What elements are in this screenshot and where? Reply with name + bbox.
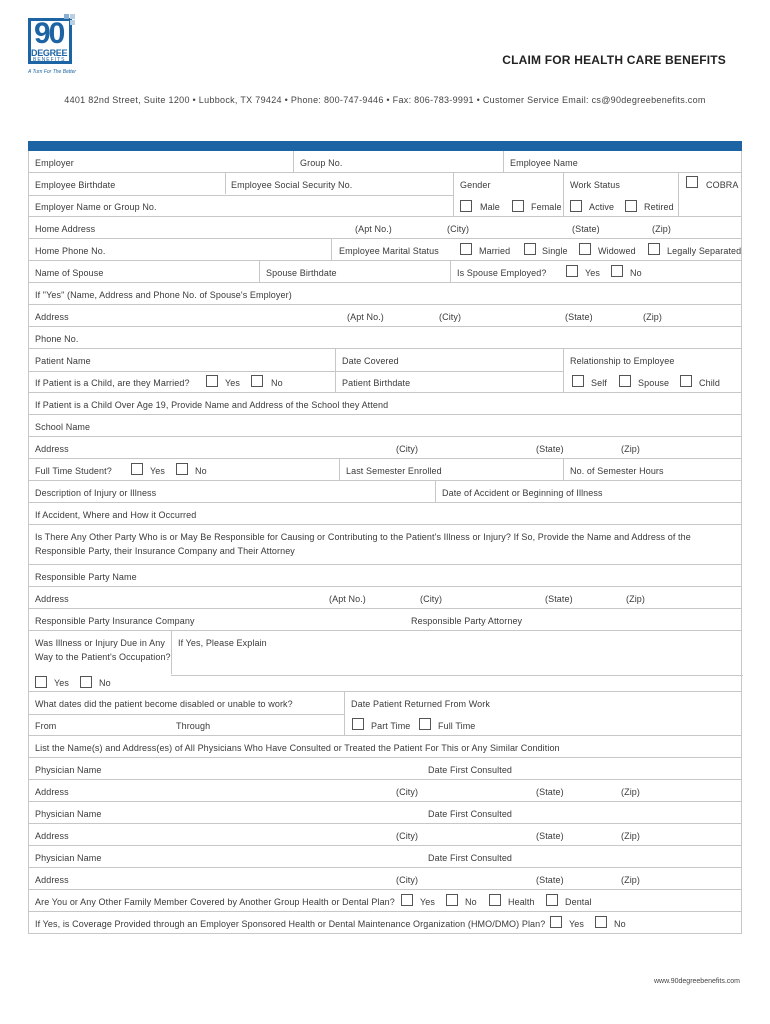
spouse-state-label: (State) [565, 312, 593, 322]
occupation-no-checkbox[interactable] [80, 676, 92, 688]
form-row-responsible-insurance [29, 609, 741, 631]
spouse-employed-yes-checkbox[interactable] [566, 265, 578, 277]
employer-label: Employer [35, 158, 74, 168]
form-row-physician-2-name [29, 802, 741, 824]
spouse-address-label: Address [35, 312, 69, 322]
legally-separated-checkbox[interactable] [648, 243, 660, 255]
work-status-label: Work Status [570, 180, 620, 190]
logo-tagline: A Turn For The Better [28, 69, 77, 75]
student-no-label: No [195, 466, 207, 476]
patient-name-label: Patient Name [35, 356, 91, 366]
physician-3-date-label: Date First Consulted [428, 853, 513, 863]
occupation-yes-label: Yes [54, 678, 69, 688]
full-time-checkbox[interactable] [419, 718, 431, 730]
physician-1-date-label: Date First Consulted [428, 765, 513, 775]
school-city-label: (City) [396, 444, 419, 454]
married-label: Married [479, 246, 511, 256]
form-row-spouse [29, 261, 741, 283]
injury-description-label: Description of Injury or Illness [35, 488, 157, 498]
health-label: Health [508, 897, 535, 907]
child-married-yes-checkbox[interactable] [206, 375, 218, 387]
occupation-yes-checkbox[interactable] [35, 676, 47, 688]
physician-2-name-label: Physician Name [35, 809, 102, 819]
form-row-physician-1-name [29, 758, 741, 780]
school-name-label: School Name [35, 422, 91, 432]
coverage-no-label: No [465, 897, 477, 907]
responsible-city-label: (City) [420, 594, 443, 604]
responsible-zip-label: (Zip) [626, 594, 645, 604]
female-checkbox[interactable] [512, 200, 524, 212]
through-label: Through [176, 721, 211, 731]
form-row-patient [29, 349, 741, 393]
city-label: (City) [447, 224, 470, 234]
self-label: Self [591, 378, 607, 388]
logo-sub: BENEFITS [33, 57, 66, 63]
part-time-checkbox[interactable] [352, 718, 364, 730]
responsible-state-label: (State) [545, 594, 573, 604]
physician-1-state-label: (State) [536, 787, 564, 797]
responsible-address-label: Address [35, 594, 69, 604]
company-address: 4401 82nd Street, Suite 1200 • Lubbock, TX 79424 • Phone: 800-747-9446 • Fax: 806-783-9991 • Customer Service Email: cs@90degreebenefits.com [64, 95, 706, 105]
spouse-apt-label: (Apt No.) [347, 312, 384, 322]
form-row-physician-1-address [29, 780, 741, 802]
form-row-full-time-student [29, 459, 741, 481]
child-over-19-label: If Patient is a Child Over Age 19, Provide Name and Address of the School they Attend [35, 400, 389, 410]
widowed-checkbox[interactable] [579, 243, 591, 255]
male-checkbox[interactable] [460, 200, 472, 212]
school-zip-label: (Zip) [621, 444, 640, 454]
physician-3-state-label: (State) [536, 875, 564, 885]
physician-3-zip-label: (Zip) [621, 875, 640, 885]
form-row-spouse-address [29, 305, 741, 327]
dental-checkbox[interactable] [546, 894, 558, 906]
physician-1-address-label: Address [35, 787, 69, 797]
header-divider-bar [28, 141, 742, 151]
date-returned-label: Date Patient Returned From Work [351, 699, 490, 709]
employee-name-label: Employee Name [510, 158, 578, 168]
form-row-marital [29, 239, 741, 261]
spouse-birthdate-label: Spouse Birthdate [266, 268, 337, 278]
accident-date-label: Date of Accident or Beginning of Illness [442, 488, 603, 498]
form-row-physician-3-address [29, 868, 741, 890]
form-row-child-school [29, 393, 741, 415]
other-coverage-label: Are You or Any Other Family Member Covered by Another Group Health or Dental Plan? [35, 897, 395, 907]
physician-2-date-label: Date First Consulted [428, 809, 513, 819]
self-checkbox[interactable] [572, 375, 584, 387]
child-checkbox[interactable] [680, 375, 692, 387]
patient-birthdate-label: Patient Birthdate [342, 378, 411, 388]
logo-square-icon [70, 20, 75, 25]
physician-3-name-label: Physician Name [35, 853, 102, 863]
student-no-checkbox[interactable] [176, 463, 188, 475]
health-checkbox[interactable] [489, 894, 501, 906]
single-checkbox[interactable] [524, 243, 536, 255]
physician-3-address-label: Address [35, 875, 69, 885]
spouse-phone-label: Phone No. [35, 334, 79, 344]
male-label: Male [480, 202, 500, 212]
logo-square-icon [70, 14, 75, 19]
responsible-attorney-label: Responsible Party Attorney [411, 616, 523, 626]
last-semester-label: Last Semester Enrolled [346, 466, 442, 476]
coverage-yes-label: Yes [420, 897, 435, 907]
dental-label: Dental [565, 897, 592, 907]
physician-2-city-label: (City) [396, 831, 419, 841]
coverage-no-checkbox[interactable] [446, 894, 458, 906]
relationship-label: Relationship to Employee [570, 356, 675, 366]
form-row-birthdate [29, 173, 741, 217]
form-row-physician-2-address [29, 824, 741, 846]
child-married-no-checkbox[interactable] [251, 375, 263, 387]
spouse-employed-label: Is Spouse Employed? [457, 268, 547, 278]
form-row-occupation [29, 631, 741, 692]
form-row-employer-sponsored [29, 912, 741, 934]
female-label: Female [531, 202, 562, 212]
employee-birthdate-label: Employee Birthdate [35, 180, 116, 190]
coverage-yes-checkbox[interactable] [401, 894, 413, 906]
retired-checkbox[interactable] [625, 200, 637, 212]
state-label: (State) [572, 224, 600, 234]
form-row-school-name [29, 415, 741, 437]
married-checkbox[interactable] [460, 243, 472, 255]
form-row-responsible-name [29, 565, 741, 587]
form-row-school-address [29, 437, 741, 459]
logo-number: 90 [34, 17, 64, 50]
date-covered-label: Date Covered [342, 356, 399, 366]
child-married-no-label: No [271, 378, 283, 388]
cobra-label: COBRA [706, 180, 739, 190]
disabled-dates-label: What dates did the patient become disabled or unable to work? [35, 699, 293, 709]
cobra-checkbox[interactable] [686, 176, 698, 188]
form-row-spouse-phone [29, 327, 741, 349]
spouse-zip-label: (Zip) [643, 312, 662, 322]
form-row-employer [29, 151, 741, 173]
spouse-relationship-label: Spouse [638, 378, 670, 388]
form-row-home-address [29, 217, 741, 239]
responsible-apt-label: (Apt No.) [329, 594, 366, 604]
physician-1-city-label: (City) [396, 787, 419, 797]
physicians-list-label: List the Name(s) and Address(es) of All Physicians Who Have Consulted or Treated the Patient For This or Any Similar Condition [35, 743, 560, 753]
occupation-explain-label: If Yes, Please Explain [178, 638, 267, 648]
school-state-label: (State) [536, 444, 564, 454]
spouse-city-label: (City) [439, 312, 462, 322]
legally-separated-label: Legally Separated [667, 246, 742, 256]
full-time-student-label: Full Time Student? [35, 466, 112, 476]
sponsored-yes-label: Yes [569, 919, 584, 929]
accident-where-label: If Accident, Where and How it Occurred [35, 510, 197, 520]
full-time-label: Full Time [438, 721, 476, 731]
marital-status-label: Employee Marital Status [339, 246, 439, 256]
physician-1-zip-label: (Zip) [621, 787, 640, 797]
responsible-party-question: Is There Any Other Party Who is or May Be Responsible for Causing or Contributing to the Patient's Illness or Injury? If So, Provide the Name and Address of the Responsible Party, their Insurance Company and Their Attorney [35, 532, 691, 556]
employer-sponsored-label: If Yes, is Coverage Provided through an Employer Sponsored Health or Dental Maintenance Organization (HMO/DMO) Plan? [35, 919, 546, 929]
claim-form [28, 151, 742, 934]
responsible-name-label: Responsible Party Name [35, 572, 137, 582]
sponsored-no-label: No [614, 919, 626, 929]
physician-2-state-label: (State) [536, 831, 564, 841]
single-label: Single [542, 246, 568, 256]
form-row-responsible-address [29, 587, 741, 609]
occupation-question: Was Illness or Injury Due in Any Way to the Patient's Occupation? [35, 638, 171, 662]
employer-name-group-label: Employer Name or Group No. [35, 202, 157, 212]
logo-word: DEGREE [31, 48, 68, 58]
active-checkbox[interactable] [570, 200, 582, 212]
form-row-other-coverage [29, 890, 741, 912]
from-label: From [35, 721, 57, 731]
spouse-name-label: Name of Spouse [35, 268, 104, 278]
form-row-physicians-list [29, 736, 741, 758]
form-row-spouse-employer [29, 283, 741, 305]
child-married-label: If Patient is a Child, are they Married? [35, 378, 190, 388]
company-logo [28, 18, 76, 76]
student-yes-checkbox[interactable] [131, 463, 143, 475]
physician-3-city-label: (City) [396, 875, 419, 885]
form-row-physician-3-name [29, 846, 741, 868]
sponsored-yes-checkbox[interactable] [550, 916, 562, 928]
spouse-employed-no-label: No [630, 268, 642, 278]
home-phone-label: Home Phone No. [35, 246, 106, 256]
student-yes-label: Yes [150, 466, 165, 476]
apt-no-label: (Apt No.) [355, 224, 392, 234]
footer-website[interactable]: www.90degreebenefits.com [654, 978, 740, 985]
spouse-employed-no-checkbox[interactable] [611, 265, 623, 277]
spouse-employer-label: If "Yes" (Name, Address and Phone No. of Spouse's Employer) [35, 290, 292, 300]
school-address-label: Address [35, 444, 69, 454]
logo-square-icon [64, 14, 69, 19]
child-label: Child [699, 378, 721, 388]
physician-2-zip-label: (Zip) [621, 831, 640, 841]
physician-2-address-label: Address [35, 831, 69, 841]
zip-label: (Zip) [652, 224, 671, 234]
active-label: Active [589, 202, 615, 212]
gender-label: Gender [460, 180, 491, 190]
form-row-injury [29, 481, 741, 503]
group-no-label: Group No. [300, 158, 343, 168]
responsible-insurance-label: Responsible Party Insurance Company [35, 616, 195, 626]
sponsored-no-checkbox[interactable] [595, 916, 607, 928]
employee-ssn-label: Employee Social Security No. [231, 180, 353, 190]
part-time-label: Part Time [371, 721, 411, 731]
home-address-label: Home Address [35, 224, 96, 234]
form-row-disabled-dates [29, 692, 741, 736]
occupation-no-label: No [99, 678, 111, 688]
spouse-employed-yes-label: Yes [585, 268, 600, 278]
child-married-yes-label: Yes [225, 378, 240, 388]
retired-label: Retired [644, 202, 674, 212]
semester-hours-label: No. of Semester Hours [570, 466, 664, 476]
form-row-accident-where [29, 503, 741, 525]
widowed-label: Widowed [598, 246, 636, 256]
physician-1-name-label: Physician Name [35, 765, 102, 775]
spouse-checkbox[interactable] [619, 375, 631, 387]
document-title: CLAIM FOR HEALTH CARE BENEFITS [502, 53, 726, 67]
form-row-responsible-question [29, 525, 741, 565]
